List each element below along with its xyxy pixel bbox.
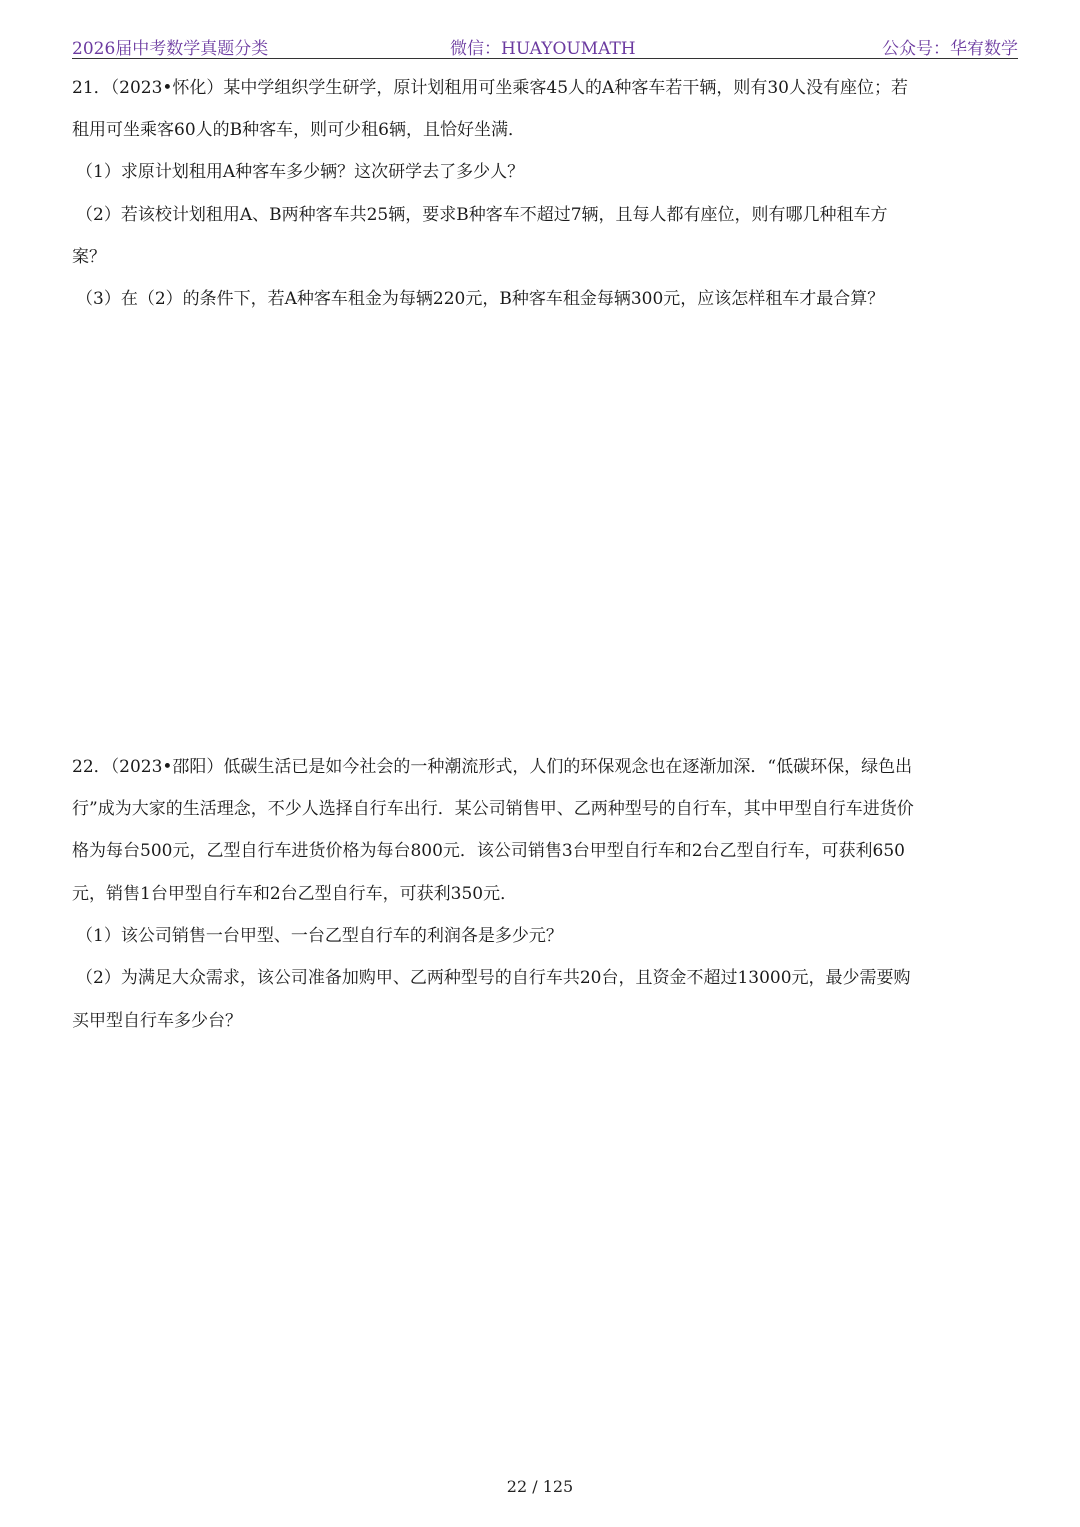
page-number: 22 / 125 — [506, 1477, 574, 1496]
header-wechat: 微信：HUAYOUMATH — [450, 39, 636, 59]
page-header — [72, 32, 1018, 59]
q22-stem-line-2: 行”成为大家的生活理念，不少人选择自行车出行．某公司销售甲、乙两种型号的自行车，其中甲型自行车进货价 — [72, 799, 914, 819]
header-series-title: 2026届中考数学真题分类 — [72, 39, 269, 59]
q21-part-2-line-2: 案？ — [72, 247, 106, 267]
q22-stem-line-3: 格为每台500元，乙型自行车进货价格为每台800元．该公司销售3台甲型自行车和2台乙型自行车，可获利650 — [72, 841, 905, 861]
q21-part-3: （3）在（2）的条件下，若A种客车租金为每辆220元，B种客车租金每辆300元，应该怎样租车才最合算？ — [76, 289, 885, 309]
q21-stem-line-1: 21．（2023•怀化）某中学组织学生研学，原计划租用可坐乘客45人的A种客车若干辆，则有30人没有座位；若 — [72, 78, 908, 98]
q21-stem-line-2: 租用可坐乘客60人的B种客车，则可少租6辆，且恰好坐满． — [72, 120, 525, 140]
q21-part-1: （1）求原计划租用A种客车多少辆？这次研学去了多少人？ — [76, 162, 525, 182]
header-public-account: 公众号：华宥数学 — [882, 39, 1018, 59]
q22-stem-line-4: 元，销售1台甲型自行车和2台乙型自行车，可获利350元． — [72, 884, 518, 904]
q22-part-1: （1）该公司销售一台甲型、一台乙型自行车的利润各是多少元？ — [76, 926, 563, 946]
q22-stem-line-1: 22．（2023•邵阳）低碳生活已是如今社会的一种潮流形式，人们的环保观念也在逐渐加深．“低碳环保，绿色出 — [72, 757, 913, 777]
q22-part-2-line-2: 买甲型自行车多少台？ — [72, 1011, 242, 1031]
q21-part-2-line-1: （2）若该校计划租用A、B两种客车共25辆，要求B种客车不超过7辆，且每人都有座位，则有哪几种租车方 — [76, 205, 888, 225]
q22-part-2-line-1: （2）为满足大众需求，该公司准备加购甲、乙两种型号的自行车共20台，且资金不超过13000元，最少需要购 — [76, 968, 911, 988]
